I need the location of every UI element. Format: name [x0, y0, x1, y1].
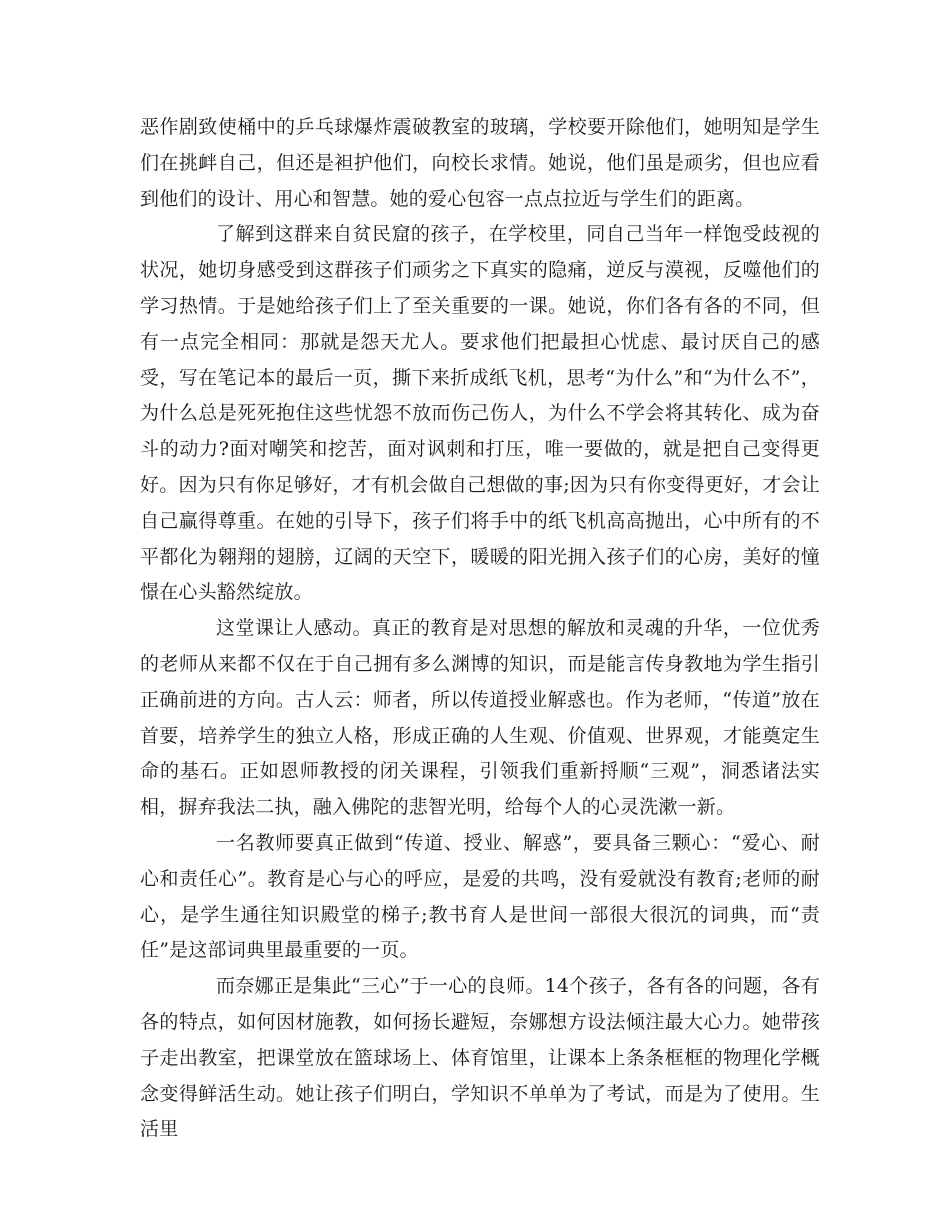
document-body	[140, 110, 820, 1148]
paragraph-1: 恶作剧致使桶中的乒乓球爆炸震破教室的玻璃，学校要开除他们，她明知是学生们在挑衅自己，但还是袒护他们，向校长求情。她说，他们虽是顽劣，但也应看到他们的设计、用心和智慧。她的爱心包容一点点拉近与学生们的距离。	[140, 116, 820, 210]
paragraph-5: 而奈娜正是集此“三心”于一心的良师。14个孩子，各有各的问题，各有各的特点，如何因材施教，如何扬长避短，奈娜想方设法倾注最大心力。她带孩子走出教室，把课堂放在篮球场上、体育馆里，让课本上条条框框的物理化学概念变得鲜活生动。她让孩子们明白，学知识不单单为了考试，而是为了使用。生活里	[140, 975, 820, 1141]
paragraph-2: 了解到这群来自贫民窟的孩子，在学校里，同自己当年一样饱受歧视的状况，她切身感受到这群孩子们顽劣之下真实的隐痛，逆反与漠视，反噬他们的学习热情。于是她给孩子们上了至关重要的一课。她说，你们各有各的不同，但有一点完全相同：那就是怨天尤人。要求他们把最担心忧虑、最讨厌自己的感受，写在笔记本的最后一页，撕下来折成纸飞机，思考“为什么”和“为什么不”，为什么总是死死抱住这些忧怨不放而伤己伤人，为什么不学会将其转化、成为奋斗的动力?面对嘲笑和挖苦，面对讽刺和打压，唯一要做的，就是把自己变得更好。因为只有你足够好，才有机会做自己想做的事;因为只有你变得更好，才会让自己赢得尊重。在她的引导下，孩子们将手中的纸飞机高高抛出，心中所有的不平都化为翱翔的翅膀，辽阔的天空下，暖暖的阳光拥入孩子们的心房，美好的憧憬在心头豁然绽放。	[140, 223, 820, 604]
paragraph-3: 这堂课让人感动。真正的教育是对思想的解放和灵魂的升华，一位优秀的老师从来都不仅在于自己拥有多么渊博的知识，而是能言传身教地为学生指引正确前进的方向。古人云：师者，所以传道授业解惑也。作为老师，“传道”放在首要，培养学生的独立人格，形成正确的人生观、价值观、世界观，才能奠定生命的基石。正如恩师教授的闭关课程，引领我们重新捋顺“三观”，洞悉诸法实相，摒弃我法二执，融入佛陀的悲智光明，给每个人的心灵洗漱一新。	[140, 617, 820, 819]
paragraph-4: 一名教师要真正做到“传道、授业、解惑”，要具备三颗心：“爱心、耐心和责任心”。教育是心与心的呼应，是爱的共鸣，没有爱就没有教育;老师的耐心，是学生通往知识殿堂的梯子;教书育人是世间一部很大很沉的词典，而“责任”是这部词典里最重要的一页。	[140, 831, 820, 962]
